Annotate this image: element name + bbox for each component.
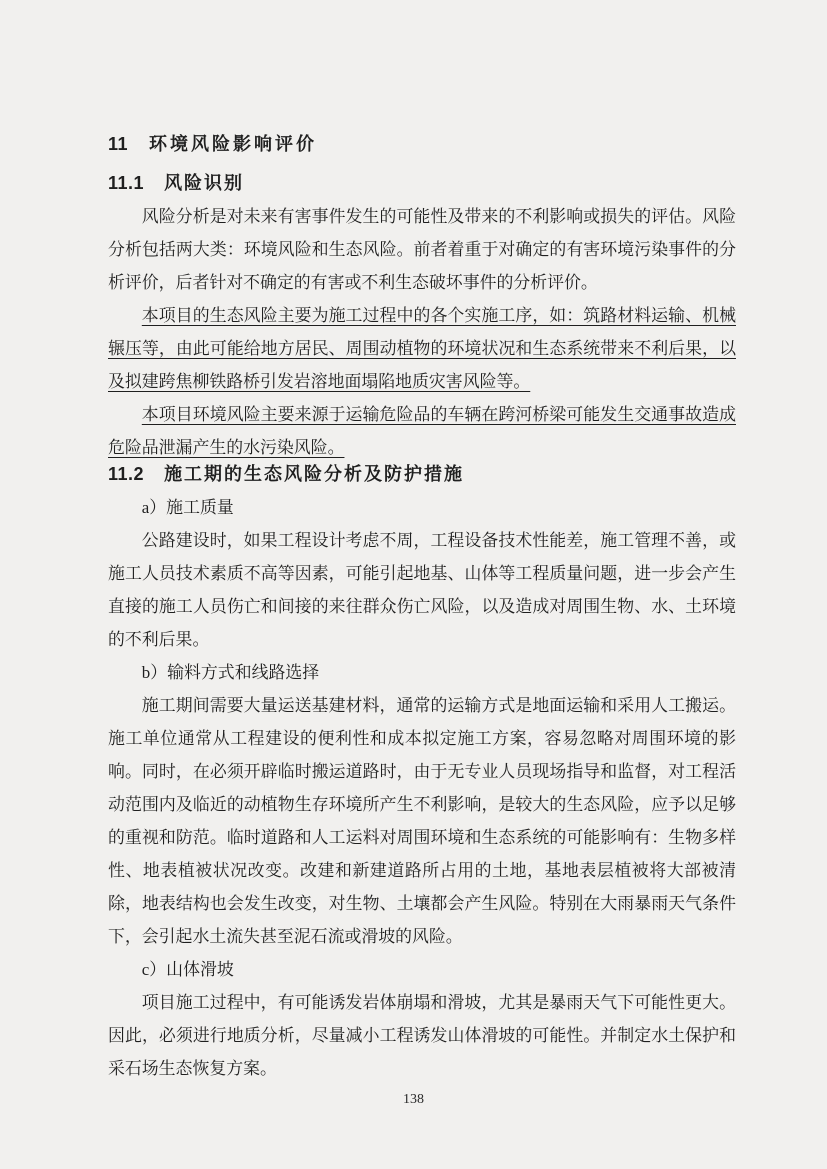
list-item-b-material-transport: b）输料方式和线路选择 [141, 663, 320, 682]
paragraph-risk-analysis: 风险分析是对未来有害事件发生的可能性及带来的不利影响或损失的评估。风险分析包括两大类：环境风险和生态风险。前者着重于对确定的有害环境污染事件的分析评价，后者针对不确定的有害或不利生态破坏事件的分析评价。 [108, 207, 736, 292]
page-number: 138 [403, 1092, 424, 1107]
section-heading-construction-risk [108, 458, 736, 491]
section-number-11-2: 11.2 [108, 464, 145, 484]
section-number-11-1: 11.1 [108, 173, 145, 193]
chapter-heading [108, 128, 736, 161]
chapter-title: 环境风险影响评价 [149, 134, 318, 154]
paragraph-construction-quality: 公路建设时，如果工程设计考虑不周，工程设备技术性能差，施工管理不善，或施工人员技术素质不高等因素，可能引起地基、山体等工程质量问题，进一步会产生直接的施工人员伤亡和间接的来往群众伤亡风险，以及造成对周围生物、水、土环境的不利后果。 [108, 531, 736, 649]
list-item-c-landslide: c）山体滑坡 [141, 960, 234, 979]
list-item-a-construction-quality: a）施工质量 [141, 498, 234, 517]
paragraph-landslide: 项目施工过程中，有可能诱发岩体崩塌和滑坡，尤其是暴雨天气下可能性更大。因此，必须进行地质分析，尽量减小工程诱发山体滑坡的可能性。并制定水土保护和采石场生态恢复方案。 [108, 993, 736, 1078]
paragraph-ecological-risk-underlined: 本项目的生态风险主要为施工过程中的各个实施工序，如：筑路材料运输、机械辗压等，由此可能给地方居民、周围动植物的环境状况和生态系统带来不利后果，以及拟建跨焦柳铁路桥引发岩溶地面塌陷地质灾害风险等。 [108, 306, 736, 391]
paragraph-environmental-risk-underlined: 本项目环境风险主要来源于运输危险品的车辆在跨河桥梁可能发生交通事故造成危险品泄漏产生的水污染风险。 [108, 405, 736, 457]
section-heading-risk-identification [108, 167, 736, 200]
paragraph-material-transport: 施工期间需要大量运送基建材料，通常的运输方式是地面运输和采用人工搬运。施工单位通常从工程建设的便利性和成本拟定施工方案，容易忽略对周围环境的影响。同时，在必须开辟临时搬运道路时，由于无专业人员现场指导和监督，对工程活动范围内及临近的动植物生存环境所产生不利影响，是较大的生态风险，应予以足够的重视和防范。临时道路和人工运料对周围环境和生态系统的可能影响有：生物多样性、地表植被状况改变。改建和新建道路所占用的土地，基地表层植被将大部被清除，地表结构也会发生改变，对生物、土壤都会产生风险。特别在大雨暴雨天气条件下，会引起水土流失甚至泥石流或滑坡的风险。 [108, 696, 736, 946]
section-title-11-2: 施工期的生态风险分析及防护措施 [164, 464, 465, 484]
text-block [108, 128, 736, 1085]
section-title-11-1: 风险识别 [164, 173, 245, 193]
chapter-number: 11 [108, 134, 129, 154]
